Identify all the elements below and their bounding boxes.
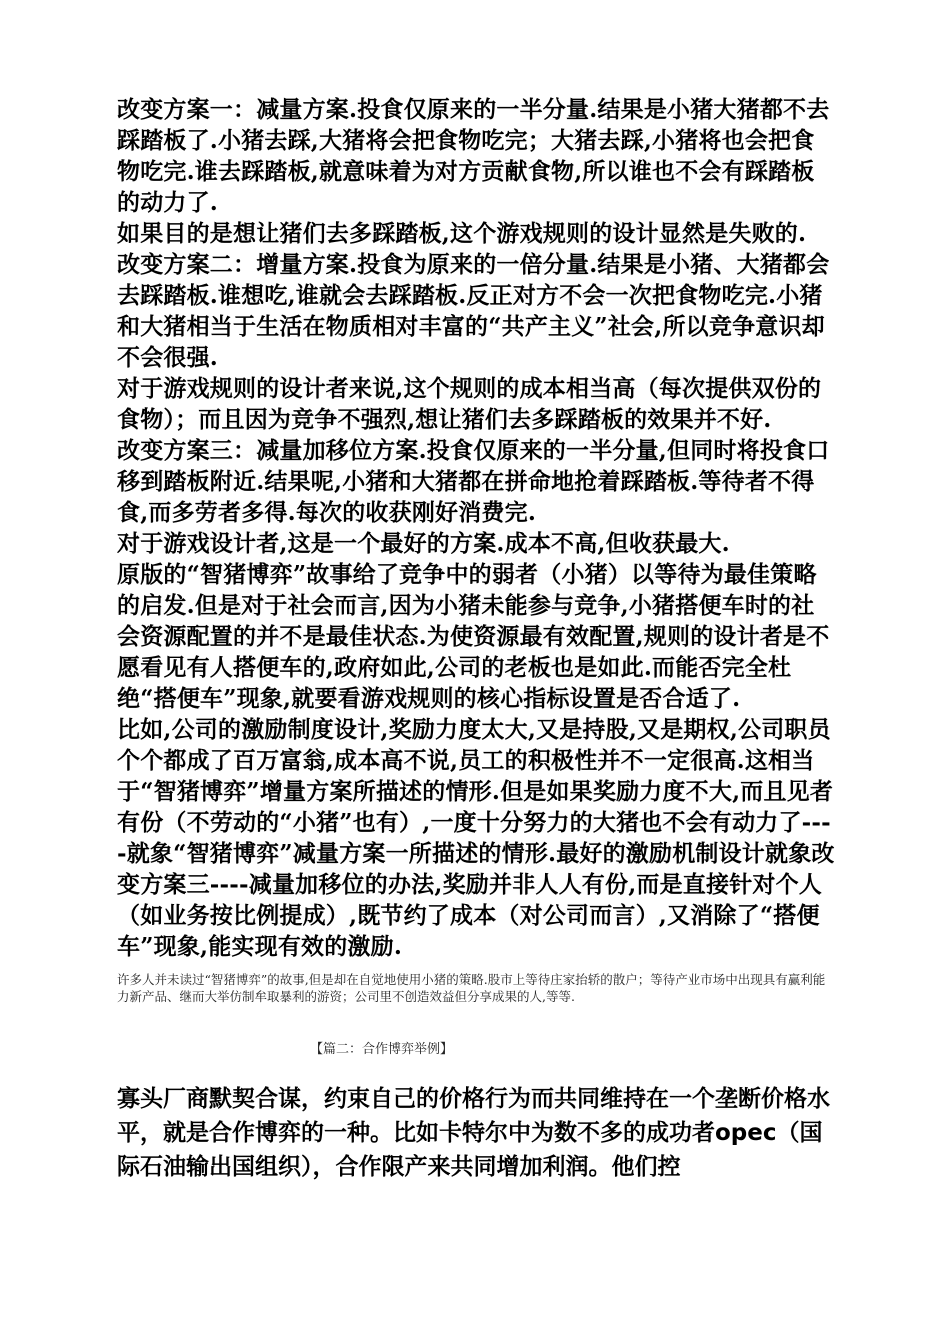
paragraph-plan-one-conclusion: 如果目的是想让猪们去多踩踏板,这个游戏规则的设计显然是失败的. (117, 220, 807, 247)
paragraph-plan-one: 改变方案一：减量方案.投食仅原来的一半分量.结果是小猪大猪都不去踩踏板了.小猪去踩,大猪将会把食物吃完；大猪去踩,小猪将也会把食物吃完.谁去踩踏板,就意味着为对方贡献食物,所以谁也不会有踩踏板的动力了. (117, 96, 830, 216)
paragraph-plan-two: 改变方案二：增量方案.投食为原来的一倍分量.结果是小猪、大猪都会去踩踏板.谁想吃,谁就会去踩踏板.反正对方不会一次把食物吃完.小猪和大猪相当于生活在物质相对丰富的“共产主义”社会,所以竞争意识却不会很强. (117, 251, 830, 371)
paragraph-cooperative-game: 寡头厂商默契合谋，约束自己的价格行为而共同维持在一个垄断价格水平，就是合作博弈的一种。比如卡特尔中为数不多的成功者opec（国际石油输出国组织），合作限产来共同增加利润。他们控 (117, 1086, 830, 1180)
section-title: 【篇二：合作博弈举例】 (310, 1042, 454, 1057)
cooperative-game-text (117, 1082, 837, 1184)
paragraph-plan-two-cost: 对于游戏规则的设计者来说,这个规则的成本相当高（每次提供双份的食物）；而且因为竞争不强烈,想让猪们去多踩踏板的效果并不好. (117, 375, 822, 433)
paragraph-company-incentive: 比如,公司的激励制度设计,奖励力度太大,又是持股,又是期权,公司职员个个都成了百万富翁,成本高不说,员工的积极性并不一定很高.这相当于“智猪博弈”增量方案所描述的情形.但是如果奖励力度不大,而且见者有份（不劳动的“小猪”也有）,一度十分努力的大猪也不会有动力了----就象“智猪博弈”减量方案一所描述的情形.最好的激励机制设计就象改变方案三----减量加移位的办法,奖励并非人人有份,而是直接针对个人（如业务按比例提成）,既节约了成本（对公司而言）,又消除了“搭便车”现象,能实现有效的激励. (117, 716, 835, 960)
paragraph-plan-three-conclusion: 对于游戏设计者,这是一个最好的方案.成本不高,但收获最大. (117, 530, 730, 557)
paragraph-original-version: 原版的“智猪博弈”故事给了竞争中的弱者（小猪）以等待为最佳策略的启发.但是对于社会而言,因为小猪未能参与竞争,小猪搭便车时的社会资源配置的并不是最佳状态.为使资源最有效配置,规则的设计者是不愿看见有人搭便车的,政府如此,公司的老板也是如此.而能否完全杜绝“搭便车”现象,就要看游戏规则的核心指标设置是否合适了. (117, 561, 830, 712)
small-note-paragraph: 许多人并未读过“智猪博弈”的故事,但是却在自觉地使用小猪的策略.股市上等待庄家抬轿的散户；等待产业市场中出现具有赢利能力新产品、继而大举仿制牟取暴利的游资；公司里不创造效益但分享成果的人,等等. (117, 972, 826, 1004)
paragraph-plan-three: 改变方案三：减量加移位方案.投食仅原来的一半分量,但同时将投食口移到踏板附近.结果呢,小猪和大猪都在拼命地抢着踩踏板.等待者不得食,而多劳者多得.每次的收获刚好消费完. (117, 437, 830, 526)
main-text-block (117, 94, 837, 962)
